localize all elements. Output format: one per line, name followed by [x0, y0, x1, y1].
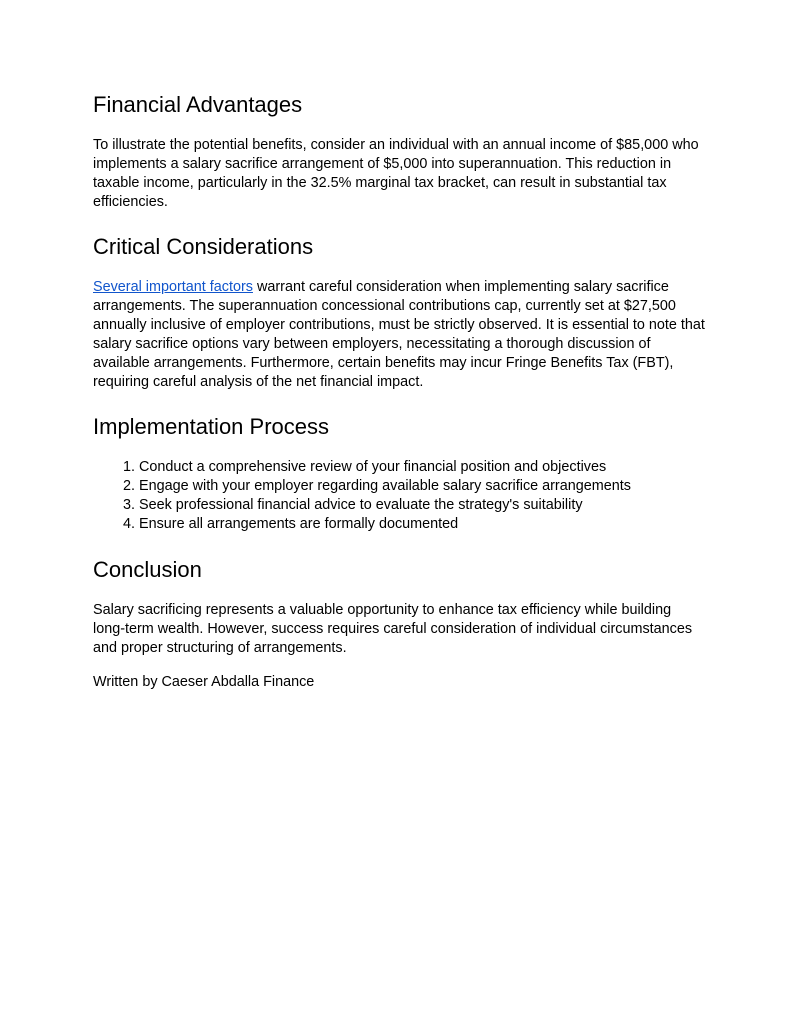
paragraph-financial-advantages: To illustrate the potential benefits, consider an individual with an annual income of $85,000 who implements a salary sacrifice arrangement of $5,000 into superannuation. This reduction in taxable income, particularly in the 32.5% marginal tax bracket, can result in substantial tax efficiencies.	[93, 137, 699, 210]
heading-critical-considerations: Critical Considerations	[93, 234, 314, 259]
paragraph-conclusion: Salary sacrificing represents a valuable opportunity to enhance tax efficiency while building long-term wealth. However, success requires careful consideration of individual circumstances and proper structuring of arrangements.	[93, 602, 693, 656]
heading-implementation-process: Implementation Process	[93, 414, 329, 439]
list-item: 2. Engage with your employer regarding available salary sacrifice arrangements	[139, 477, 705, 496]
heading-conclusion: Conclusion	[93, 557, 202, 582]
heading-financial-advantages: Financial Advantages	[93, 92, 303, 117]
author-line: Written by Caeser Abdalla Finance	[93, 674, 315, 690]
implementation-steps-list	[93, 458, 705, 534]
list-item: 3. Seek professional financial advice to evaluate the strategy's suitability	[139, 496, 705, 515]
list-item: 1. Conduct a comprehensive review of your financial position and objectives	[139, 458, 705, 477]
paragraph-critical-text: warrant careful consideration when implementing salary sacrifice arrangements. The superannuation concessional contributions cap, currently set at $27,500 annually inclusive of employer contributions, must be strictly observed. It is essential to note that salary sacrifice options vary between employers, necessitating a thorough discussion of available arrangements. Furthermore, certain benefits may incur Fringe Benefits Tax (FBT), requiring careful analysis of the net financial impact.	[93, 279, 705, 390]
document-page	[93, 90, 705, 692]
paragraph-critical-considerations	[93, 278, 705, 392]
several-important-factors-link[interactable]: Several important factors	[93, 279, 253, 295]
list-item: 4. Ensure all arrangements are formally documented	[139, 515, 705, 534]
